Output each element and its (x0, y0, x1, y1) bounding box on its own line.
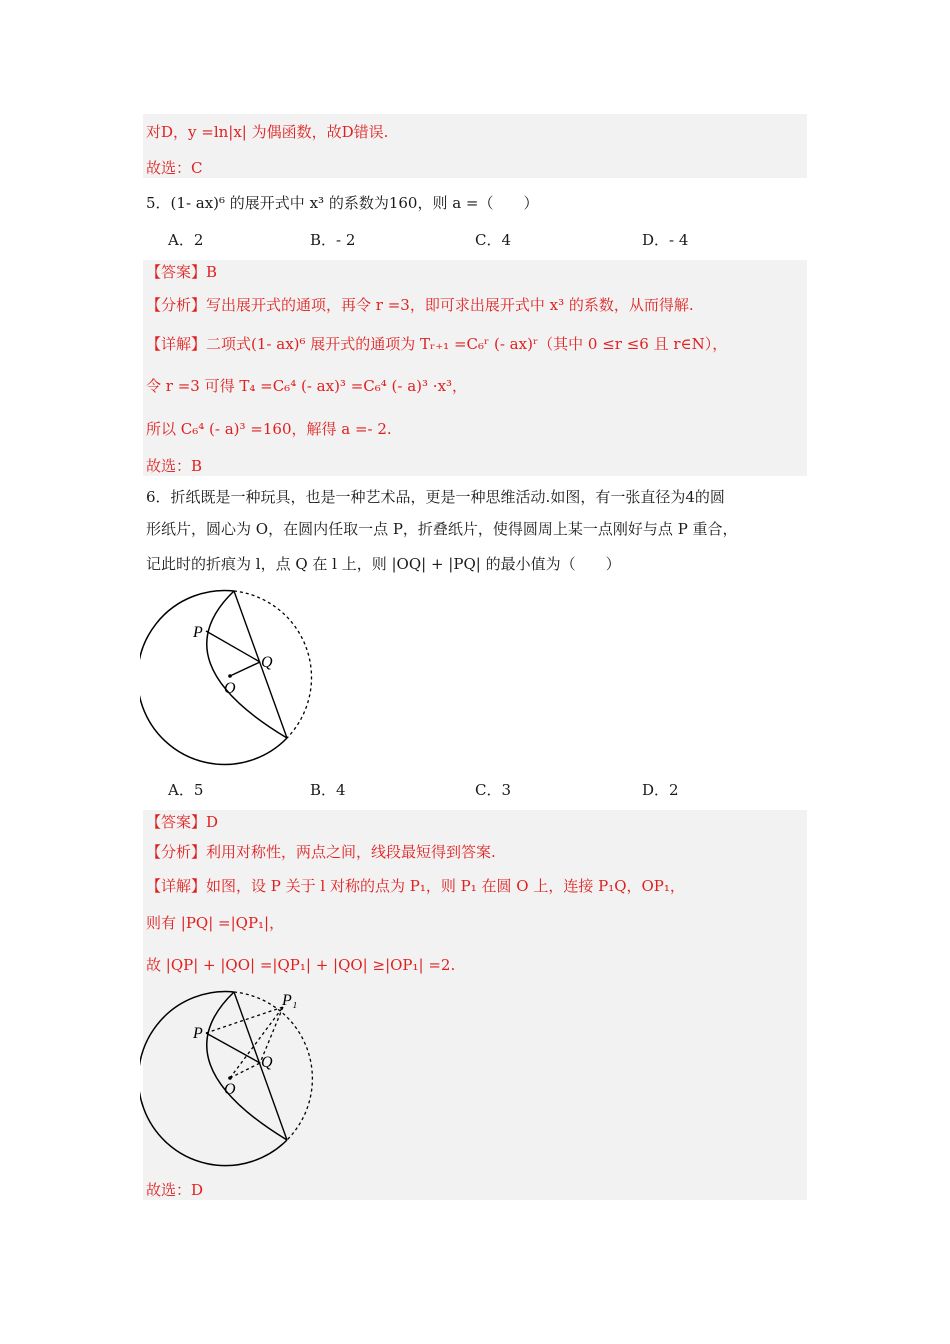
label-p: P (193, 624, 203, 641)
label-q: Q (261, 654, 273, 671)
q6-stem-line-1: 6．折纸既是一种玩具，也是一种艺术品，更是一种思维活动.如图，有一张直径为4的圆 (146, 488, 725, 506)
segment-oq (230, 662, 260, 676)
q6-detail-2: 则有 |PQ| =|QP₁|， (146, 914, 285, 932)
center-dot (228, 674, 232, 678)
q5-analysis-text: 写出展开式的通项，再令 r =3，即可求出展开式中 x³ 的系数，从而得解. (206, 296, 694, 314)
q4-choice: 故选：C (146, 159, 203, 177)
label-p: P (193, 1025, 203, 1042)
q5-detail-2: 令 r =3 可得 T₄ =C₆⁴ (- ax)³ =C₆⁴ (- a)³ ·x³， (146, 377, 468, 395)
q5-detail-1 (146, 333, 727, 355)
q6-analysis (146, 841, 496, 863)
q5-solution-block (143, 260, 807, 476)
q5-option-a[interactable]: A．2 (168, 231, 204, 249)
center-dot (228, 1076, 232, 1080)
q6-analysis-tag: 【分析】 (146, 843, 207, 861)
label-o: O (224, 680, 236, 697)
q6-option-c[interactable]: C．3 (475, 781, 512, 799)
q5-analysis-tag: 【分析】 (146, 296, 207, 314)
q5-option-d[interactable]: D．- 4 (642, 231, 689, 249)
folded-arc (207, 992, 287, 1140)
q6-detail-1-text: 如图，设 P 关于 l 对称的点为 P₁，则 P₁ 在圆 O 上，连接 P₁Q，OP₁， (206, 877, 685, 895)
q6-option-d[interactable]: D．2 (642, 781, 679, 799)
q6-figure (140, 587, 340, 767)
q5-option-c[interactable]: C．4 (475, 231, 512, 249)
segment-pq (206, 631, 260, 662)
q6-choice: 故选：D (146, 1181, 204, 1199)
q5-detail-3: 所以 C₆⁴ (- a)³ =160，解得 a =- 2. (146, 420, 392, 438)
q6-option-a[interactable]: A．5 (168, 781, 204, 799)
q5-answer: 【答案】B (146, 263, 218, 281)
q6-option-b[interactable]: B．4 (310, 781, 346, 799)
q6-detail-1 (146, 875, 685, 897)
outer-circle-dashed-arc (234, 591, 311, 738)
segment-oq (230, 1063, 260, 1078)
q5-stem: 5．(1- ax)⁶ 的展开式中 x³ 的系数为160，则 a =（ ） (146, 194, 539, 212)
q5-choice: 故选：B (146, 457, 203, 475)
label-q: Q (261, 1054, 273, 1071)
q6-solution-figure (140, 983, 340, 1183)
folded-arc (207, 591, 287, 738)
outer-circle-dashed-arc (234, 992, 312, 1140)
segment-op1 (230, 1007, 283, 1078)
q4-option-d-analysis: 对D，y =ln|x| 为偶函数，故D错误. (146, 123, 389, 141)
q6-stem-line-2: 形纸片，圆心为 O，在圆内任取一点 P，折叠纸片，使得圆周上某一点刚好与点 P 重合， (146, 520, 738, 538)
q6-answer: 【答案】D (146, 813, 219, 831)
q5-analysis (146, 294, 694, 316)
q6-analysis-text: 利用对称性，两点之间，线段最短得到答案. (206, 843, 496, 861)
q5-detail-1-text: 二项式(1- ax)⁶ 展开式的通项为 Tᵣ₊₁ =C₆ʳ (- ax)ʳ（其中 0 ≤r ≤6 且 r∈N）， (206, 335, 728, 353)
label-p1: P₁ (282, 992, 298, 1009)
q6-detail-tag: 【详解】 (146, 877, 207, 895)
q6-detail-3: 故 |QP| + |QO| =|QP₁| + |QO| ≥|OP₁| =2. (146, 956, 456, 974)
q5-detail-tag: 【详解】 (146, 335, 207, 353)
q5-option-b[interactable]: B．- 2 (310, 231, 356, 249)
q6-stem-line-3: 记此时的折痕为 l，点 Q 在 l 上，则 |OQ| + |PQ| 的最小值为（ ） (146, 555, 621, 573)
label-o: O (224, 1081, 236, 1098)
